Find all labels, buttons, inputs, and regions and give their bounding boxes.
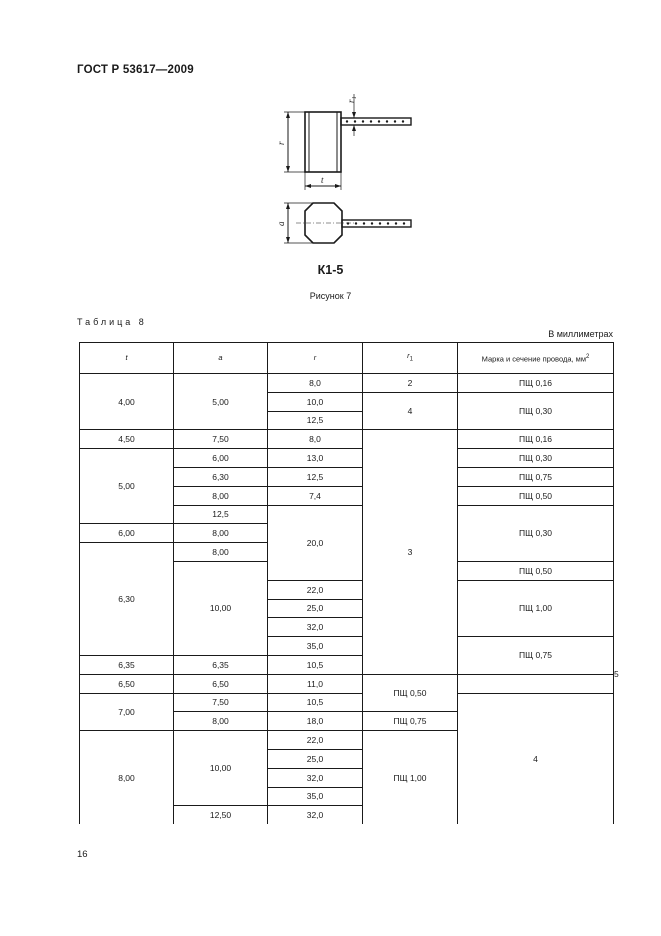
cell-r: 20,0: [268, 505, 363, 580]
header-t: t: [80, 343, 174, 374]
cell-t: 6,30: [80, 543, 174, 656]
header-r1: $r_1$: [363, 343, 458, 374]
body-side-view: [305, 112, 341, 172]
cell-t: 7,00: [80, 693, 174, 731]
table-row: [80, 430, 614, 449]
cell-r: 35,0: [268, 637, 363, 656]
cell-t: 5,00: [80, 449, 174, 524]
cell-r: 13,0: [268, 449, 363, 468]
table-row: [80, 693, 614, 712]
header-r: r: [268, 343, 363, 374]
header-a: a: [174, 343, 268, 374]
cell-r: 25,0: [268, 749, 363, 768]
table-title: Таблица 8: [77, 317, 147, 327]
cell-r: 22,0: [268, 580, 363, 599]
cell-wire: ПЩ 0,30: [458, 392, 614, 430]
dim-label-t: t: [321, 175, 324, 185]
cell-t: 6,35: [80, 655, 174, 674]
cell-r: 10,0: [268, 392, 363, 411]
dim-label-a: a: [276, 221, 286, 226]
cell-t: 4,00: [80, 374, 174, 430]
table-row: [80, 674, 614, 693]
component-drawing: [270, 86, 430, 264]
cell-r1: 4: [458, 693, 614, 824]
cell-r1: 3: [363, 430, 458, 674]
cell-a: 7,50: [174, 693, 268, 712]
cell-a: 12,50: [174, 806, 268, 824]
cell-wire: ПЩ 1,00: [363, 731, 458, 824]
cell-r: 8,0: [268, 374, 363, 393]
cell-t: 6,00: [80, 524, 174, 543]
cell-wire: ПЩ 0,30: [458, 505, 614, 561]
table-row: 6,35 6,35 10,5 5: [80, 655, 614, 674]
cell-r: 32,0: [268, 618, 363, 637]
cell-r: 12,5: [268, 467, 363, 486]
table-header-row: [80, 343, 614, 374]
units-note: В миллиметрах: [548, 329, 613, 339]
cell-r: 35,0: [268, 787, 363, 806]
cell-r: 25,0: [268, 599, 363, 618]
cell-r: 12,5: [268, 411, 363, 430]
document-header: ГОСТ Р 53617—2009: [77, 64, 194, 76]
cell-r: 22,0: [268, 731, 363, 750]
lead-wire-bottom: [342, 220, 411, 227]
page-number: 16: [77, 849, 88, 860]
cell-a: 6,50: [174, 674, 268, 693]
cell-r: 7,4: [268, 486, 363, 505]
cell-r: 32,0: [268, 806, 363, 824]
cell-r: 10,5: [268, 655, 363, 674]
cell-a: 6,30: [174, 467, 268, 486]
cell-t: 4,50: [80, 430, 174, 449]
cell-wire: ПЩ 0,50: [458, 561, 614, 580]
cell-a: 6,35: [174, 655, 268, 674]
cell-a: 7,50: [174, 430, 268, 449]
figure-label: К1-5: [317, 263, 344, 277]
cell-a: 8,00: [174, 543, 268, 562]
header-wire: Марка и сечение провода, $мм^2$: [458, 343, 614, 374]
cell-wire: ПЩ 0,75: [363, 712, 458, 731]
cell-r: 10,5: [268, 693, 363, 712]
cell-wire: ПЩ 0,75: [458, 637, 614, 675]
cell-a: 5,00: [174, 374, 268, 430]
cell-wire: ПЩ 0,50: [458, 486, 614, 505]
cell-wire: ПЩ 0,50: [363, 674, 458, 712]
cell-wire: ПЩ 1,00: [458, 580, 614, 636]
cell-t: 8,00: [80, 731, 174, 824]
cell-a: 8,00: [174, 486, 268, 505]
cell-a: 10,00: [174, 731, 268, 806]
table-row: [80, 449, 614, 468]
dim-label-r: r: [276, 141, 286, 145]
cell-r: 8,0: [268, 430, 363, 449]
lead-wire-top: [341, 118, 411, 125]
cell-a: 12,5: [174, 505, 268, 524]
cell-a: 8,00: [174, 712, 268, 731]
figure-caption: Рисунок 7: [309, 291, 352, 301]
cell-wire: ПЩ 0,16: [458, 430, 614, 449]
cell-t: 6,50: [80, 674, 174, 693]
cell-r: 11,0: [268, 674, 363, 693]
cell-a: 8,00: [174, 524, 268, 543]
cell-r1: 4: [363, 392, 458, 430]
cell-wire: ПЩ 0,16: [458, 374, 614, 393]
dimensions-table: [79, 342, 619, 824]
cell-r: 32,0: [268, 768, 363, 787]
cell-r: 18,0: [268, 712, 363, 731]
table-row: [80, 374, 614, 393]
cell-wire: ПЩ 0,30: [458, 449, 614, 468]
dim-label-r1: r₁: [346, 96, 356, 103]
cell-r1: 2: [363, 374, 458, 393]
cell-a: 6,00: [174, 449, 268, 468]
cell-a: 10,00: [174, 561, 268, 655]
cell-wire: ПЩ 0,75: [458, 467, 614, 486]
